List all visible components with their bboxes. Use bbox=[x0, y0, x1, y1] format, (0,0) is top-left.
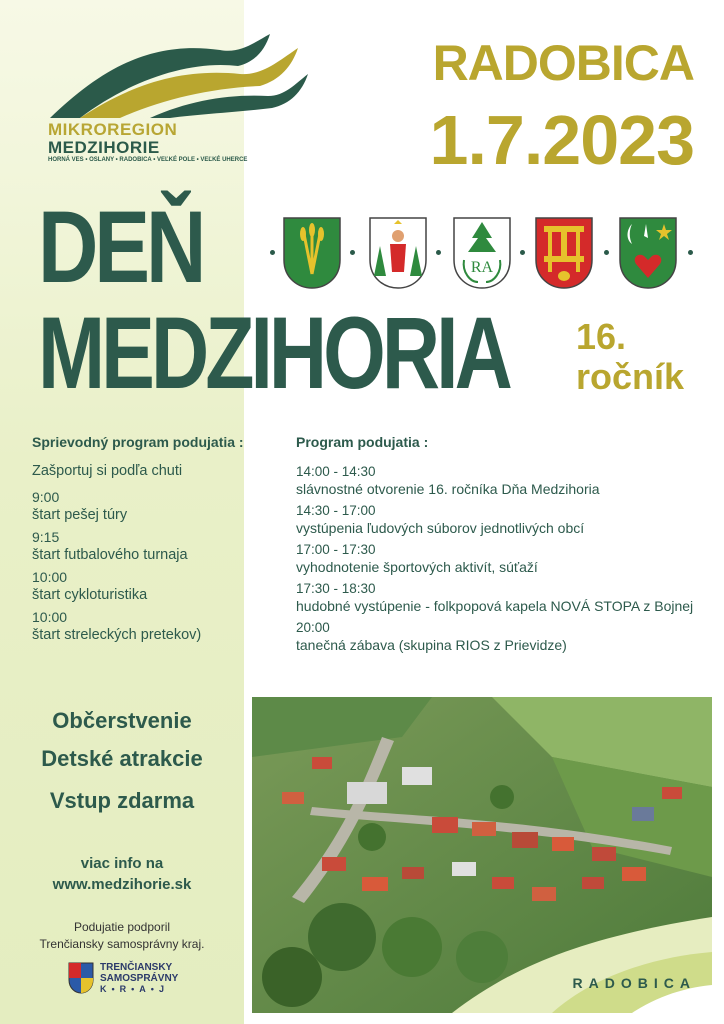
logo-line2: MEDZIHORIE bbox=[48, 138, 160, 157]
tsk-crest-icon bbox=[68, 962, 94, 994]
tsk-line1: TRENČIANSKY bbox=[100, 962, 173, 973]
press-crest-icon bbox=[534, 216, 594, 290]
info-label: viac info na bbox=[80, 855, 164, 872]
side-program-heading: Sprievodný program podujatia : bbox=[32, 434, 244, 450]
aerial-village-photo bbox=[252, 697, 712, 1013]
wheat-crest-icon bbox=[282, 216, 342, 290]
town-name: RADOBICA bbox=[432, 35, 694, 91]
program-item-text: slávnostné otvorenie 16. ročníka Dňa Medzihoria bbox=[296, 481, 600, 497]
program-item bbox=[296, 502, 693, 537]
edition-word: ročník bbox=[576, 356, 685, 397]
side-program-item bbox=[32, 489, 201, 524]
program-item-time: 20:00 bbox=[296, 620, 330, 635]
tsk-line2: SAMOSPRÁVNY bbox=[100, 973, 179, 984]
side-program-item bbox=[32, 569, 201, 604]
highlight-free-entry: Vstup zdarma bbox=[49, 788, 195, 813]
side-item-text: štart streleckých pretekov) bbox=[32, 627, 202, 643]
village-image bbox=[252, 697, 712, 1013]
main-program-heading: Program podujatia : bbox=[296, 434, 429, 450]
website-link[interactable]: www.medzihorie.sk bbox=[52, 876, 192, 893]
logo-line1: MIKROREGION bbox=[48, 120, 178, 139]
program-item-text: vyhodnotenie športových aktivít, súťaží bbox=[296, 559, 538, 575]
program-item-text: vystúpenia ľudových súborov jednotlivých obcí bbox=[296, 520, 585, 536]
logo-villages: HORNÁ VES • OSLANY • RADOBICA • VEĽKÉ POLE • VEĽKÉ UHERCE bbox=[48, 157, 248, 163]
program-item bbox=[296, 463, 693, 498]
svg-text:RA: RA bbox=[470, 259, 494, 276]
program-item bbox=[296, 541, 693, 576]
ra-tree-crest-icon bbox=[452, 216, 512, 290]
program-item-text: tanečná zábava (skupina RIOS z Prievidze) bbox=[296, 637, 567, 653]
edition-number: 16. bbox=[576, 316, 627, 357]
title-line2: MEDZIHORIA bbox=[38, 296, 509, 410]
program-item-time: 17:30 - 18:30 bbox=[296, 581, 376, 596]
support-line2: Trenčiansky samosprávny kraj. bbox=[39, 937, 205, 951]
tsk-line3: K•R•A•J bbox=[100, 984, 169, 994]
side-item-time: 10:00 bbox=[32, 609, 68, 625]
side-program-item bbox=[32, 609, 201, 644]
side-item-text: štart futbalového turnaja bbox=[32, 547, 188, 563]
side-item-text: štart pešej túry bbox=[32, 507, 128, 523]
side-program-list bbox=[32, 489, 201, 649]
event-date: 1.7.2023 bbox=[429, 101, 694, 179]
highlight-refreshments: Občerstvenie bbox=[52, 708, 192, 733]
title-line1: DEŇ bbox=[38, 190, 203, 304]
program-item bbox=[296, 619, 693, 654]
support-line1: Podujatie podporil bbox=[73, 920, 171, 934]
heart-moon-crest-icon bbox=[618, 216, 678, 290]
main-program-list bbox=[296, 463, 693, 658]
program-item-time: 14:00 - 14:30 bbox=[296, 464, 376, 479]
side-program-intro: Zašportuj si podľa chuti bbox=[32, 463, 183, 479]
crests-row bbox=[268, 216, 696, 296]
side-item-time: 10:00 bbox=[32, 569, 68, 585]
side-item-text: štart cykloturistika bbox=[32, 587, 148, 603]
side-item-time: 9:15 bbox=[32, 529, 60, 545]
photo-caption: RADOBICA bbox=[572, 975, 696, 991]
saint-crest-icon bbox=[368, 216, 428, 290]
program-item-time: 17:00 - 17:30 bbox=[296, 542, 376, 557]
side-item-time: 9:00 bbox=[32, 489, 60, 505]
medzihorie-logo-icon bbox=[40, 30, 310, 130]
highlight-kids-attractions: Detské atrakcie bbox=[41, 746, 203, 771]
program-item bbox=[296, 580, 693, 615]
program-item-time: 14:30 - 17:00 bbox=[296, 503, 376, 518]
side-program-item bbox=[32, 529, 201, 564]
program-item-text: hudobné vystúpenie - folkpopová kapela NOVÁ STOPA z Bojnej bbox=[296, 598, 694, 614]
